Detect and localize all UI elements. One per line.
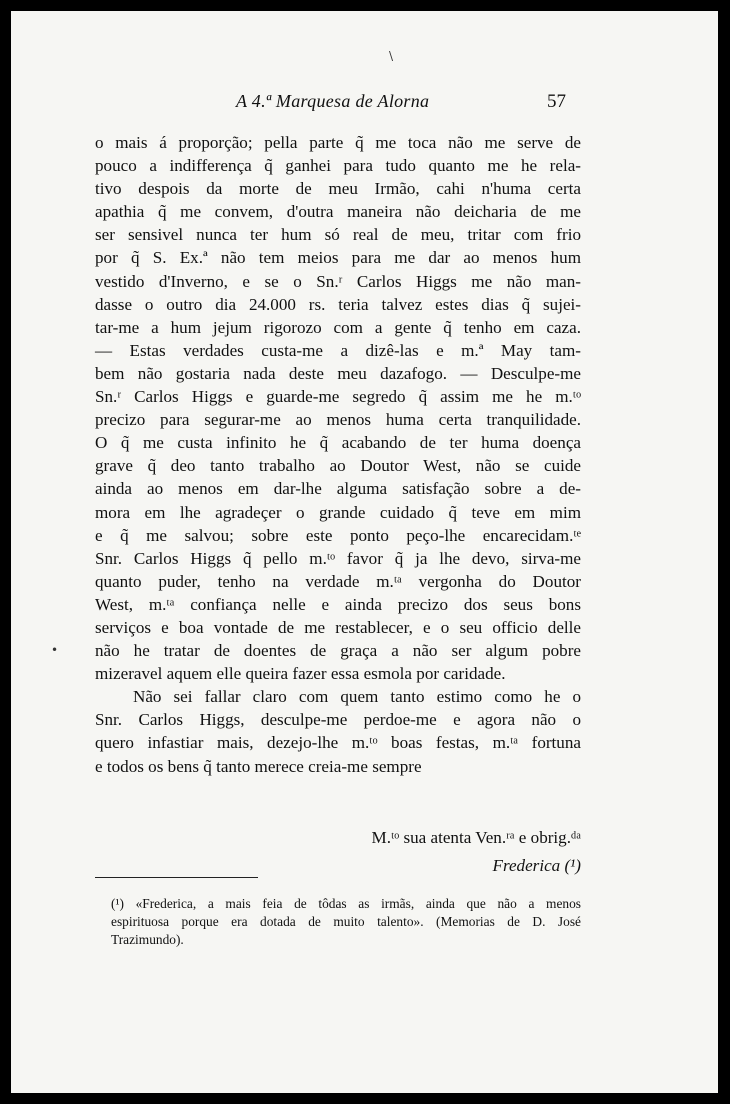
text-line: serviços e boa vontade de me restablecer, e o seu officio delle [95, 617, 581, 637]
book-page [11, 11, 718, 1093]
text-line: apathia q̃ me convem, d'outra maneira não deicharia de me [95, 202, 581, 222]
stray-mark: \ [389, 49, 394, 63]
text-line: e q̃ me salvou; sobre este ponto peço-lhe encarecidam.ᵗᵉ [95, 525, 581, 545]
page-header [11, 91, 718, 115]
text-line: Sn.ʳ Carlos Higgs e guarde-me segredo q̃ assim me he m.ᵗᵒ [95, 387, 581, 407]
stray-dot: • [51, 643, 59, 657]
paragraph-1 [95, 131, 581, 685]
text-line: grave q̃ deo tanto trabalho ao Doutor West, não se cuide [95, 456, 581, 476]
text-line: Não sei fallar claro com quem tanto estimo como he o [133, 687, 581, 707]
text-line: quanto puder, tenho na verdade m.ᵗᵃ vergonha do Doutor [95, 571, 581, 591]
text-line: — Estas verdades custa-me a dizê-las e m.ª May tam- [95, 340, 581, 360]
footnote-rule [95, 877, 258, 878]
page-number: 57 [547, 91, 566, 112]
closing-formula: M.ᵗᵒ sua atenta Ven.ʳᵃ e obrig.ᵈᵃ [371, 828, 581, 847]
text-line: mora em lhe agradeçer o grande cuidado q̃ teve em mim [95, 502, 581, 522]
paragraph-2 [95, 685, 581, 777]
letter-signoff [95, 828, 581, 876]
text-line: e todos os bens q̃ tanto merece creia-me sempre [95, 756, 422, 776]
text-line: Snr. Carlos Higgs q̃ pello m.ᵗᵒ favor q̃ ja lhe devo, sirva-me [95, 548, 581, 568]
text-line: tar-me a hum jejum rigorozo com a gente q̃ tenho em caza. [95, 317, 581, 337]
text-line: tivo despois da morte de meu Irmão, cahi n'huma certa [95, 179, 581, 199]
signature: Frederica (¹) [492, 856, 581, 875]
text-line: quero infastiar mais, dezejo-lhe m.ᵗᵒ boas festas, m.ᵗᵃ fortuna [95, 733, 581, 753]
running-title: A 4.ª Marquesa de Alorna [236, 91, 430, 111]
text-line: por q̃ S. Ex.ª não tem meios para me dar ao menos hum [95, 248, 581, 268]
text-line: ser sensivel nunca ter hum só real de meu, tritar com frio [95, 225, 581, 245]
text-line: bem não gostaria nada deste meu dazafogo. — Desculpe-me [95, 363, 581, 383]
text-line: O q̃ me custa infinito he q̃ acabando de ter huma doença [95, 433, 581, 453]
text-line: não he tratar de doentes de graça a não ser algum pobre [95, 641, 581, 661]
text-line: Snr. Carlos Higgs, desculpe-me perdoe-me e agora não o [95, 710, 581, 730]
footnote-line: Trazimundo). [111, 932, 184, 947]
letter-body [95, 131, 581, 778]
text-line: precizo para segurar-me ao menos huma certa tranquilidade. [95, 410, 581, 430]
text-line: mizeravel aquem elle queira fazer essa esmola por caridade. [95, 664, 506, 684]
text-line: o mais á proporção; pella parte q̃ me toca não me serve de [95, 133, 581, 152]
text-line: dasse o outro dia 24.000 rs. teria talvez estes dias q̃ sujei- [95, 294, 581, 314]
text-line: West, m.ᵗᵃ confiança nelle e ainda precizo dos seus bons [95, 594, 581, 614]
text-line: ainda ao menos em dar-lhe alguma satisfação sobre a de- [95, 479, 581, 499]
footnote-line: espirituosa porque era dotada de muito talento». (Memorias de D. José [111, 914, 581, 929]
footnote-line: (¹) «Frederica, a mais feia de tôdas as irmãs, ainda que não a menos [111, 896, 581, 911]
text-line: pouco a indifferença q̃ ganhei para tudo quanto me he rela- [95, 156, 581, 176]
footnote [111, 895, 581, 949]
text-line: vestido d'Inverno, e se o Sn.ʳ Carlos Higgs me não man- [95, 271, 581, 291]
